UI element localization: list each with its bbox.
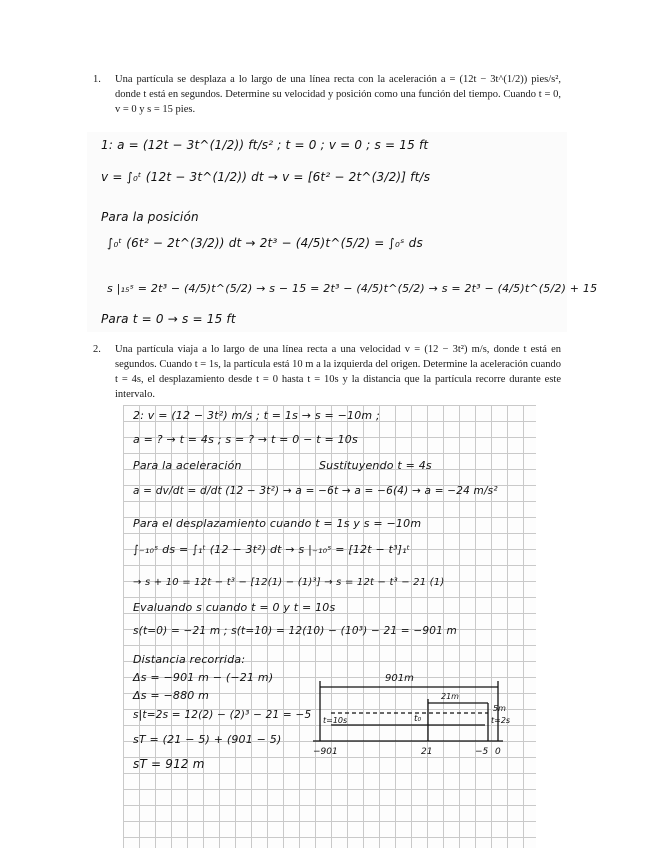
axis-label-0: 0: [495, 747, 501, 757]
solution-2-substitution: Sustituyendo t = 4s: [319, 459, 432, 472]
solution-1-line-1: 1: a = (12t − 3t^(1/2)) ft/s² ; t = 0 ; v = 0 ; s = 15 ft: [101, 138, 429, 152]
label-5m: 5m: [493, 704, 506, 713]
solution-2-line-11: sT = (21 − 5) + (901 − 5): [133, 733, 282, 746]
solution-2-line-1: 2: v = (12 − 3t²) m/s ; t = 1s → s = −10m ;: [133, 409, 380, 422]
problem-1-statement: Una partícula se desplaza a lo largo de una línea recta con la aceleración a = (12t − 3t^(1/2)) pies/s², donde t está en segundos. Determine su velocidad y posición como una función del tiempo. Cuando t = 0, v = 0 y s = 15 pies.: [115, 74, 561, 115]
problem-2: [93, 342, 561, 402]
solution-2-line-10: s|t=2s = 12(2) − (2)³ − 21 = −5: [133, 709, 312, 721]
label-21m: 21m: [441, 692, 459, 701]
axis-label-901: −901: [313, 747, 338, 757]
solution-2-line-4: ∫₋₁₀ˢ ds = ∫₁ᵗ (12 − 3t²) dt → s |₋₁₀ˢ = [12t − t³]₁ᵗ: [133, 543, 411, 556]
solution-2-panel: [123, 405, 536, 848]
solution-1-line-3: ∫₀ᵗ (6t² − 2t^(3/2)) dt → 2t³ − (4/5)t^(5/2) = ∫₀ˢ ds: [107, 236, 423, 250]
problem-2-number: 2.: [93, 344, 101, 355]
solution-1-panel: [87, 132, 598, 332]
solution-1-line-4: s |₁₅ˢ = 2t³ − (4/5)t^(5/2) → s − 15 = 2t³ − (4/5)t^(5/2) → s = 2t³ − (4/5)t^(5/2) + 15: [107, 282, 598, 295]
solution-2-line-3: a = dv/dt = d/dt (12 − 3t²) → a = −6t → a = −6(4) → a = −24 m/s²: [133, 485, 498, 497]
solution-2-heading-displacement: Para el desplazamiento cuando t = 1s y s = −10m: [133, 517, 422, 530]
solution-2-line-7: s(t=0) = −21 m ; s(t=10) = 12(10) − (10³) − 21 = −901 m: [133, 625, 457, 637]
solution-2-line-6: Evaluando s cuando t = 0 y t = 10s: [133, 601, 336, 614]
label-t10: t=10s: [323, 716, 348, 725]
problem-2-statement: Una partícula viaja a lo largo de una línea recta a una velocidad v = (12 − 3t²) m/s, donde t está en segundos. Cuando t = 1s, la partícula está 10 m a la izquierda del origen. Determine la aceleración cuando t = 4s, el desplazamiento desde t = 0 hasta t = 10s y la distancia que la partícula recorre durante este intervalo.: [115, 344, 561, 400]
label-t0: t₀: [414, 714, 422, 724]
motion-diagram: [123, 405, 536, 848]
solution-2-line-8: Δs = −901 m − (−21 m): [133, 671, 274, 684]
solution-2-heading-distance: Distancia recorrida:: [133, 653, 246, 666]
problem-1: [93, 72, 561, 117]
axis-label-neg5: −5: [475, 747, 489, 757]
solution-2-line-9: Δs = −880 m: [133, 689, 210, 702]
solution-2-line-12: sT = 912 m: [133, 757, 205, 771]
axis-label-21: 21: [421, 747, 433, 757]
label-901m: 901m: [385, 673, 414, 684]
solution-2-line-2: a = ? → t = 4s ; s = ? → t = 0 − t = 10s: [133, 433, 358, 446]
solution-1-line-5: Para t = 0 → s = 15 ft: [101, 312, 236, 326]
solution-2-heading-acceleration: Para la aceleración: [133, 459, 242, 472]
solution-1-heading: Para la posición: [101, 210, 199, 224]
solution-1-line-2: v = ∫₀ᵗ (12t − 3t^(1/2)) dt → v = [6t² − 2t^(3/2)] ft/s: [101, 170, 431, 184]
problem-1-number: 1.: [93, 74, 101, 85]
label-t2: t=2s: [491, 716, 511, 725]
solution-2-line-5: → s + 10 = 12t − t³ − [12(1) − (1)³] → s = 12t − t³ − 21 (1): [133, 577, 445, 588]
